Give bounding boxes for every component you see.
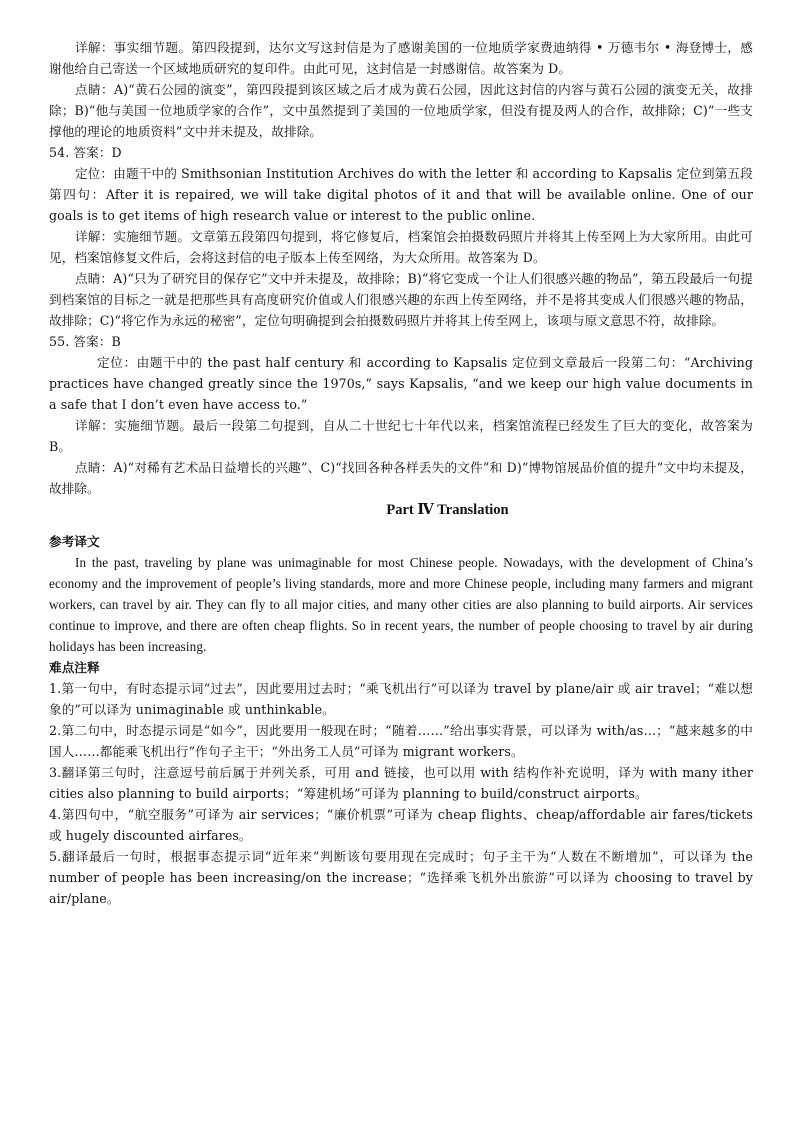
answer-55: 55. 答案：B xyxy=(49,334,121,349)
note-item: 4.第四句中，“航空服务”可译为 air services；“廉价机票”可译为 cheap flights、cheap/affordable air fares/tickets 或 hugely discounted airfares。 xyxy=(49,807,753,843)
notes-heading: 难点注释 xyxy=(49,660,100,675)
answer-54: 54. 答案：D xyxy=(49,145,122,160)
note-item: 5.翻译最后一句时，根据事态提示词“近年来”判断该句要用现在完成时；句子主干为“人数在不断增加”，可以译为 the number of people has been increasing/on the increase；“选择乘飞机外出旅游”可以译为 choosing to travel by air/plane。 xyxy=(49,849,753,906)
reference-translation-heading: 参考译文 xyxy=(49,534,100,549)
section-title: Part Ⅳ Translation xyxy=(386,502,509,518)
note-item: 3.翻译第三句时，注意逗号前后属于并列关系，可用 and 链接，也可以用 with 结构作补充说明，译为 with many ither cities also planning to build airports；“筹建机场”可译为 planning to build/construct airports。 xyxy=(49,765,753,801)
reference-translation-text: In the past, traveling by plane was unimaginable for most Chinese people. Nowadays, with the development of China’s economy and the improvement of people’s living standards, more and more Chinese people, including many farmers and migrant workers, can travel by air. They can fly to all major cities, and many other cities are also planning to build airports. Air services continue to improve, and there are often cheap flights. So in recent years, the number of people choosing to travel by air during holidays has been increasing. xyxy=(49,555,753,654)
note-item: 1.第一句中，有时态提示词“过去”，因此要用过去时；“乘飞机出行”可以译为 travel by plane/air 或 air travel；“难以想象的”可以译为 unimaginable 或 unthinkable。 xyxy=(49,681,753,717)
locate-paragraph-55: 定位：由题干中的 the past half century 和 according to Kapsalis 定位到文章最后一段第二句：“Archiving practices have changed greatly since the 1970s,” says Kapsalis, “and we keep our high value documents in a safe that I don’t even have access to.” xyxy=(49,355,753,412)
tip-paragraph-54: 点睛：A)“只为了研究目的保存它”文中并未提及，故排除；B)“将它变成一个让人们很感兴趣的物品”，第五段最后一句提到档案馆的目标之一就是把那些具有高度研究价值或人们很感兴趣的东西上传至网络，并不是将其变成人们很感兴趣的物品，故排除；C)“将它作为永远的秘密”，定位句明确提到会拍摄数码照片并将其上传至网上，该项与原文意思不符，故排除。 xyxy=(49,271,753,328)
tip-paragraph-55: 点睛：A)“对稀有艺术品日益增长的兴趣”、C)“找回各种各样丢失的文件”和 D)“博物馆展品价值的提升”文中均未提及，故排除。 xyxy=(49,460,753,496)
locate-paragraph-54: 定位：由题干中的 Smithsonian Institution Archives do with the letter 和 according to Kapsalis 定位到第五段第四句：After it is repaired, we will take digital photos of it and that will be available online. One of our goals is to get items of high research value or interest to the public online. xyxy=(49,166,753,223)
detail-paragraph-55: 详解：实施细节题。最后一段第二句提到，自从二十世纪七十年代以来，档案馆流程已经发生了巨大的变化，故答案为 B。 xyxy=(49,418,753,454)
note-item: 2.第二句中，时态提示词是“如今”，因此要用一般现在时；“随着……”给出事实背景，可以译为 with/as…；“越来越多的中国人……都能乘飞机出行”作句子主干；“外出务工人员”可译为 migrant workers。 xyxy=(49,723,753,759)
detail-paragraph-54: 详解：实施细节题。文章第五段第四句提到，将它修复后，档案馆会拍摄数码照片并将其上传至网上为大家所用。由此可见，档案馆修复文件后，会将这封信的电子版本上传至网络，为大众所用。故答案为 D。 xyxy=(49,229,753,265)
detail-paragraph-53: 详解：事实细节题。第四段提到，达尔文写这封信是为了感谢美国的一位地质学家费迪纳得 • 万德韦尔 • 海登博士，感谢他给自己寄送一个区域地质研究的复印件。由此可见，这封信是一封感谢信。故答案为 D。 xyxy=(49,40,753,76)
tip-paragraph-53: 点睛：A)“黄石公园的演变”，第四段提到该区域之后才成为黄石公园，因此这封信的内容与黄石公园的演变无关，故排除；B)“他与美国一位地质学家的合作”，文中虽然提到了美国的一位地质学家，但没有提及两人的合作，故排除；C)“一些支撑他的理论的地质资料”文中并未提及，故排除。 xyxy=(49,82,753,139)
